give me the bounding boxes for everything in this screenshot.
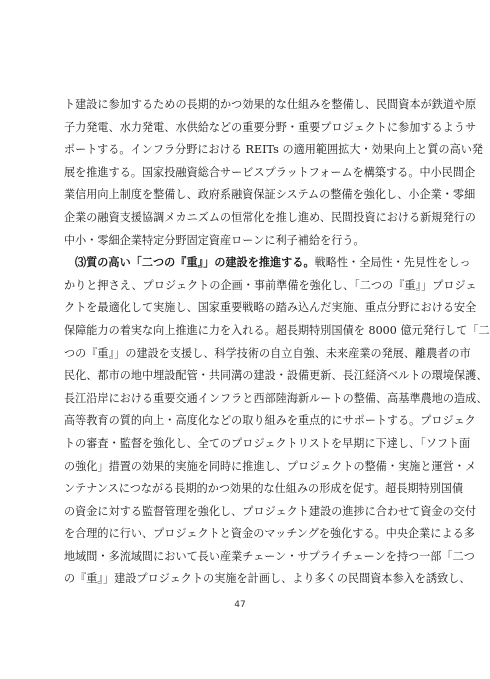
text-line: の資金に対する監督管理を強化し、プロジェクト建設の進捗に合わせて資金の交付 bbox=[64, 504, 477, 518]
text-line: の『重』」建設プロジェクトの実施を計画し、より多くの民間資本参入を誘致し、 bbox=[64, 572, 471, 586]
text-line: 中小・零細企業特定分野固定資産ローンに利子補給を行う。 bbox=[64, 233, 365, 247]
text-line: ト建設に参加するための長期的かつ効果的な仕組みを整備し、民間資本が鉄道や原 bbox=[64, 98, 477, 111]
text-line: クトを最適化して実施し、国家重要戦略の踏み込んだ実施、重点分野における安全 bbox=[64, 301, 477, 315]
text-line: 高等教育の質的向上・高度化などの取り組みを重点的にサポートする。プロジェク bbox=[64, 414, 476, 428]
text-line: の強化」措置の効果的実施を同時に推進し、プロジェクトの整備・実施と運営・メ bbox=[64, 459, 477, 473]
text-line: 展を推進する。国家投融資総合サービスプラットフォームを構築する。中小民間企 bbox=[64, 165, 476, 179]
text-line: 保障能力の着実な向上推進に力を入れる。超長期特別国債を 8000 億元発行して「二 bbox=[64, 323, 490, 337]
section-heading: ⑶質の高い「二つの『重』」の建設を推進する。 bbox=[75, 256, 315, 270]
text-line: 地域間・多流域間において長い産業チェーン・サプライチェーンを持つ一部「二つ bbox=[64, 549, 475, 563]
text-line: トの審査・監督を強化し、全てのプロジェクトリストを早期に下達し、「ソフト面 bbox=[64, 436, 471, 450]
text-segment: 戦略性・全局性・先見性をしっ bbox=[314, 256, 471, 270]
text-line: を合理的に行い、プロジェクトと資金のマッチングを強化する。中央企業による多 bbox=[64, 527, 475, 541]
section-heading-line bbox=[64, 252, 471, 275]
text-line: 子力発電、水力発電、水供給などの重要分野・重要プロジェクトに参加するようサ bbox=[64, 120, 477, 134]
text-line: つの『重』」の建設を支援し、科学技術の自立自強、未来産業の発展、離農者の市 bbox=[64, 346, 471, 360]
text-line: 長江沿岸における重要交通インフラと西部陸海新ルートの整備、高基準農地の造成、 bbox=[64, 391, 488, 405]
page-number: 47 bbox=[234, 600, 246, 610]
text-line: ンテナンスにつながる長期的かつ効果的な仕組みの形成を促す。超長期特別国債 bbox=[64, 482, 464, 496]
text-line: 業信用向上制度を整備し、政府系融資保証システムの整備を強化し、小企業・零細 bbox=[64, 188, 476, 202]
body-text bbox=[64, 94, 490, 591]
text-line: ポートする。インフラ分野における REITs の適用範囲拡大・効果向上と質の高い発 bbox=[64, 143, 484, 157]
text-line: かりと押さえ、プロジェクトの企画・事前準備を強化し、「二つの『重』」プロジェ bbox=[64, 278, 477, 292]
text-line: 企業の融資支援協調メカニズムの恒常化を推し進め、民間投資における新規発行の bbox=[64, 210, 476, 224]
text-line: 民化、都市の地中埋設配管・共同溝の建設・設備更新、長江経済ベルトの環境保護、 bbox=[64, 369, 488, 383]
